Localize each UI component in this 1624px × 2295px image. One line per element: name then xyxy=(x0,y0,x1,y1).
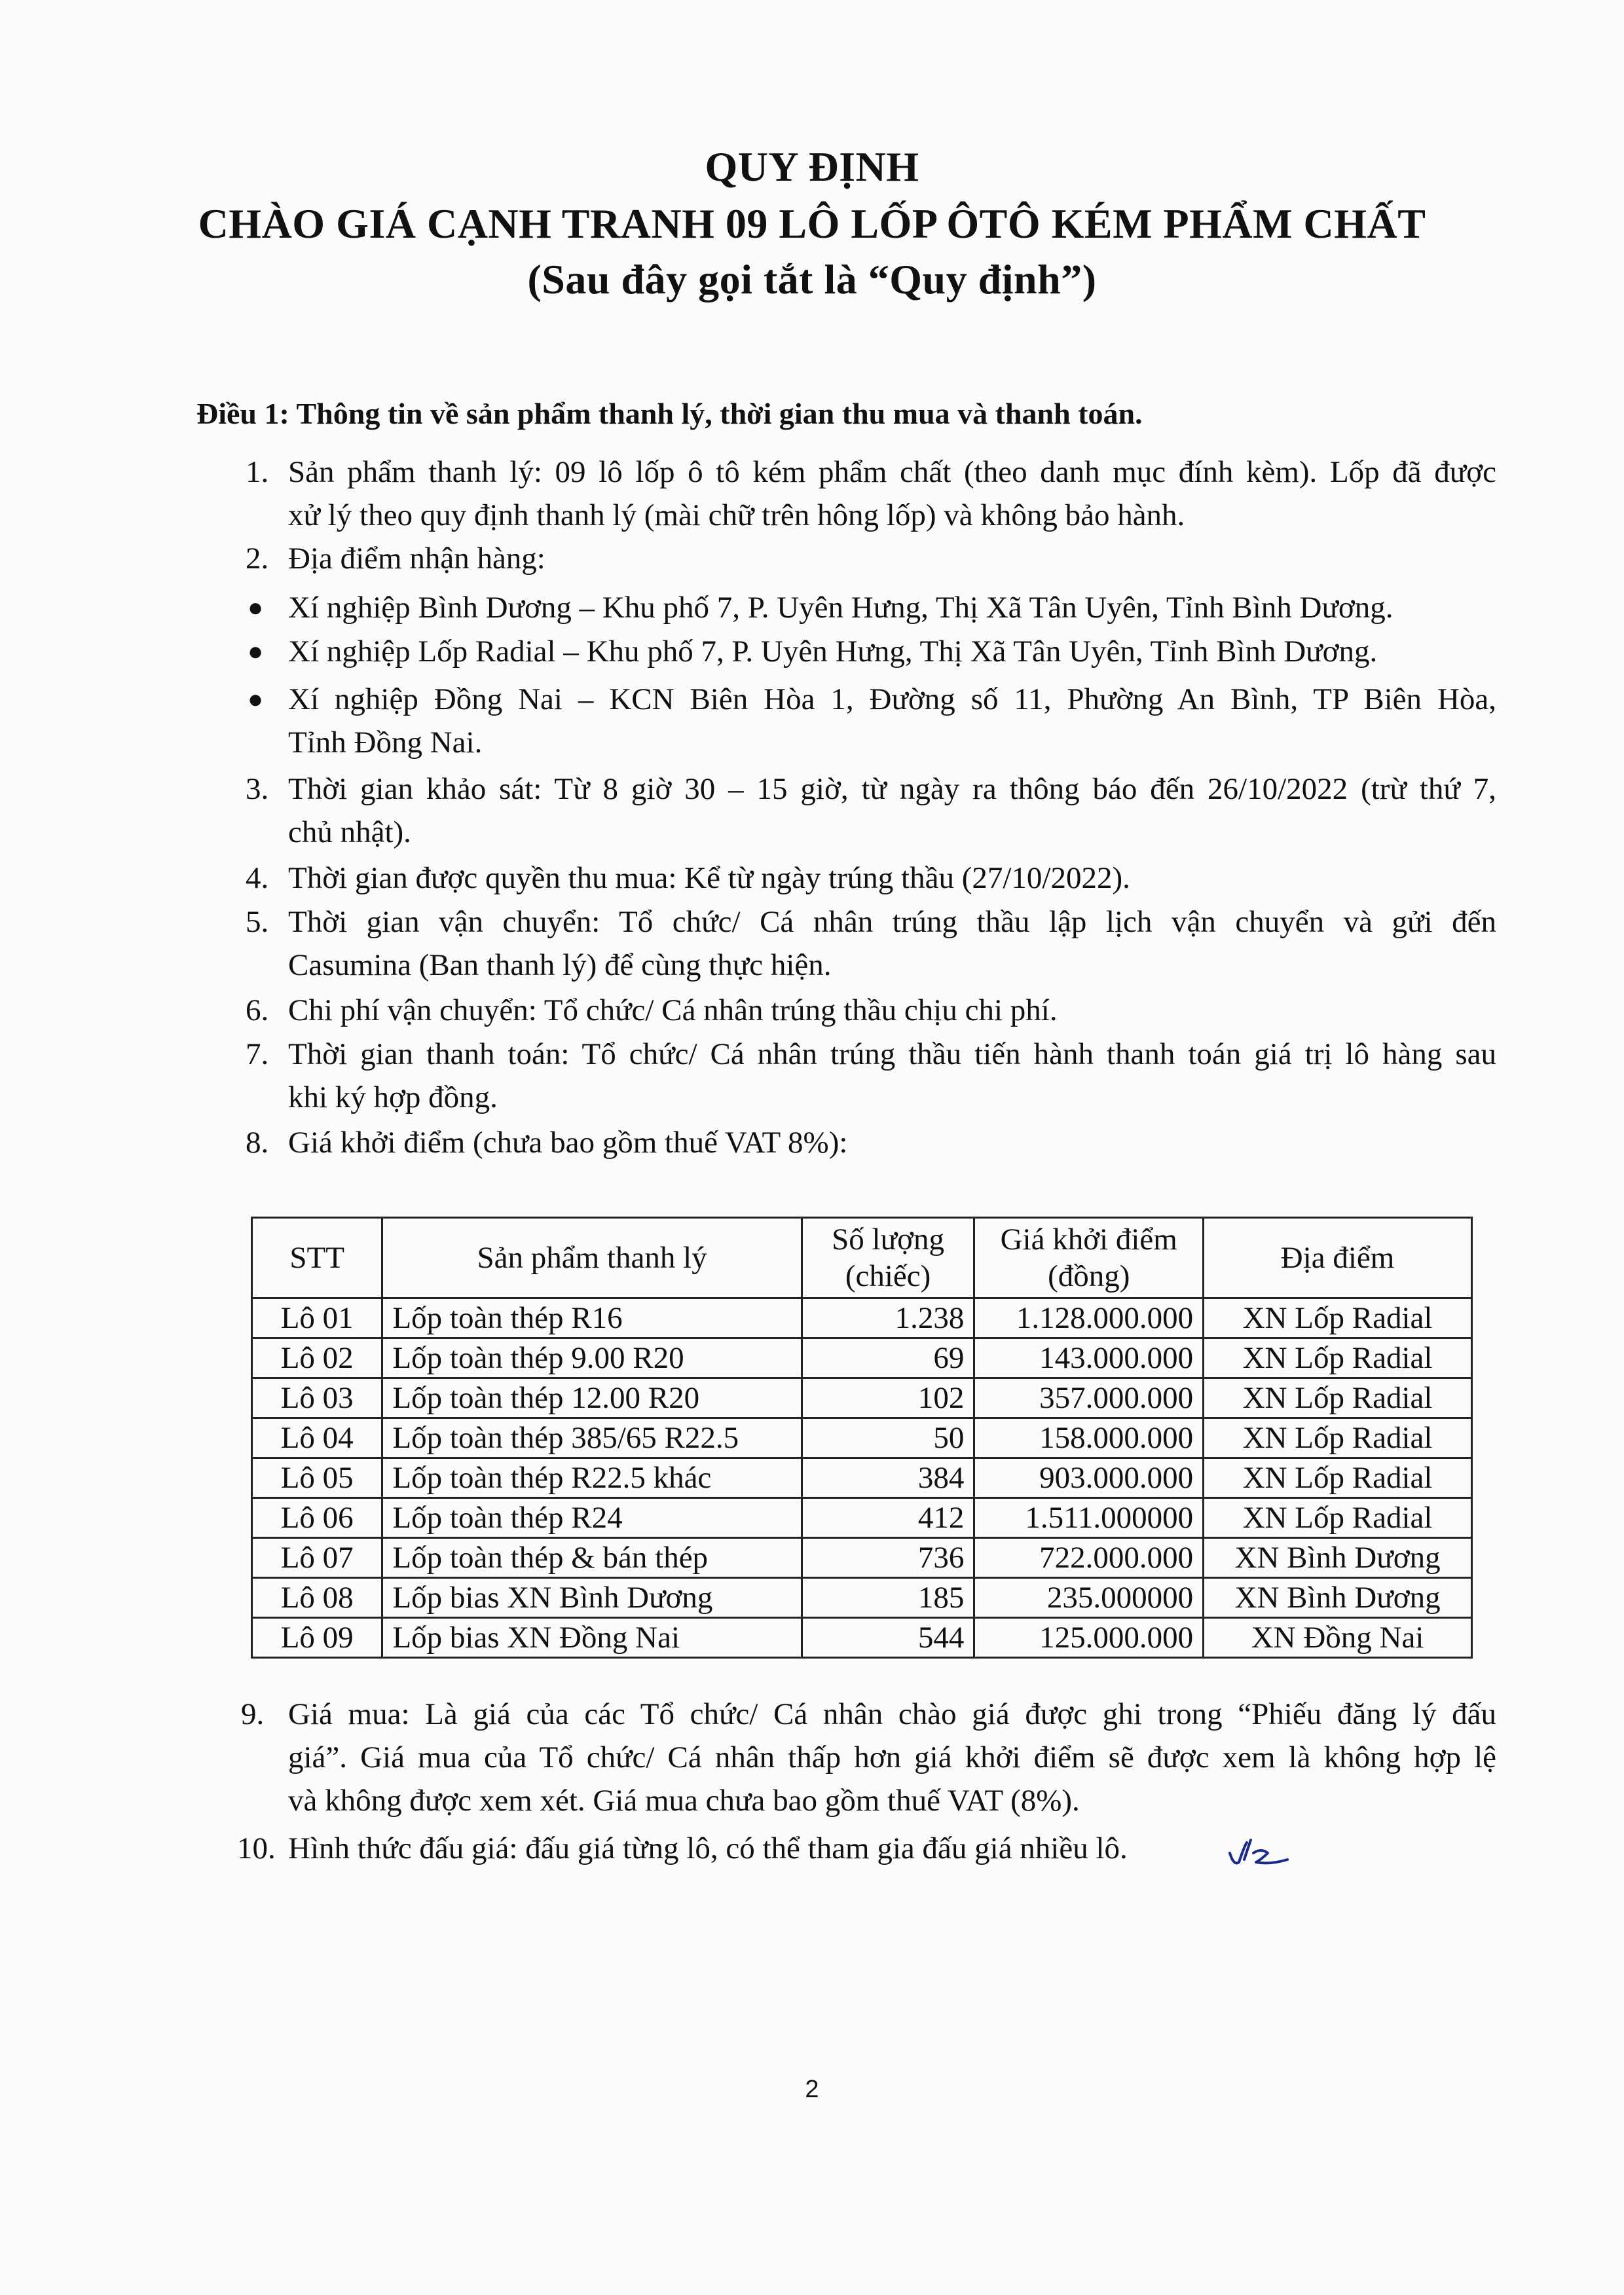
table-row xyxy=(252,1458,1472,1498)
bullet-icon: ● xyxy=(248,684,264,714)
cell-stt: Lô 03 xyxy=(252,1378,382,1418)
table-row xyxy=(252,1418,1472,1458)
cell-product: Lốp toàn thép 12.00 R20 xyxy=(382,1378,802,1418)
cell-stt: Lô 09 xyxy=(252,1618,382,1658)
item-8-line-1: Giá khởi điểm (chưa bao gồm thuế VAT 8%): xyxy=(288,1126,848,1160)
table-row xyxy=(252,1338,1472,1378)
starting-price-table xyxy=(251,1217,1473,1659)
header-price xyxy=(974,1218,1204,1298)
table-row xyxy=(252,1498,1472,1538)
cell-stt: Lô 02 xyxy=(252,1338,382,1378)
cell-product: Lốp toàn thép R16 xyxy=(382,1298,802,1338)
table-header-row xyxy=(252,1218,1472,1298)
cell-product: Lốp toàn thép R24 xyxy=(382,1498,802,1538)
cell-stt: Lô 05 xyxy=(252,1458,382,1498)
cell-price: 1.128.000.000 xyxy=(974,1298,1204,1338)
cell-stt: Lô 06 xyxy=(252,1498,382,1538)
cell-price: 125.000.000 xyxy=(974,1618,1204,1658)
cell-price: 143.000.000 xyxy=(974,1338,1204,1378)
item-5-line-1: Thời gian vận chuyển: Tổ chức/ Cá nhân trúng thầu lập lịch vận chuyển và gửi đến xyxy=(288,905,1496,939)
cell-stt: Lô 08 xyxy=(252,1578,382,1618)
item-7-line-2: khi ký hợp đồng. xyxy=(288,1080,498,1114)
cell-quantity: 384 xyxy=(802,1458,974,1498)
item-5-number: 5. xyxy=(246,905,269,939)
item-1-line-1: Sản phẩm thanh lý: 09 lô lốp ô tô kém phẩm chất (theo danh mục đính kèm). Lốp đã được xyxy=(288,455,1496,489)
header-quantity-line-2: (chiếc) xyxy=(845,1259,931,1293)
cell-quantity: 412 xyxy=(802,1498,974,1538)
item-4-line-1: Thời gian được quyền thu mua: Kể từ ngày trúng thầu (27/10/2022). xyxy=(288,861,1130,895)
item-3-line-1: Thời gian khảo sát: Từ 8 giờ 30 – 15 giờ, từ ngày ra thông báo đến 26/10/2022 (trừ thứ 7, xyxy=(288,772,1496,806)
cell-location: XN Lốp Radial xyxy=(1204,1338,1472,1378)
cell-location: XN Lốp Radial xyxy=(1204,1378,1472,1418)
cell-quantity: 736 xyxy=(802,1538,974,1578)
item-3-number: 3. xyxy=(246,772,269,806)
cell-price: 235.000000 xyxy=(974,1578,1204,1618)
item-7-number: 7. xyxy=(246,1037,269,1071)
item-9-line-3: và không được xem xét. Giá mua chưa bao gồm thuế VAT (8%). xyxy=(288,1784,1080,1818)
item-3-line-2: chủ nhật). xyxy=(288,815,411,849)
cell-product: Lốp toàn thép R22.5 khác xyxy=(382,1458,802,1498)
cell-product: Lốp toàn thép & bán thép xyxy=(382,1538,802,1578)
document-subtitle: CHÀO GIÁ CẠNH TRANH 09 LÔ LỐP ÔTÔ KÉM PHẨM CHẤT xyxy=(198,200,1426,247)
item-6-line-1: Chi phí vận chuyển: Tổ chức/ Cá nhân trúng thầu chịu chi phí. xyxy=(288,993,1058,1027)
header-price-line-2: (đồng) xyxy=(1048,1259,1130,1293)
item-1-line-2: xử lý theo quy định thanh lý (mài chữ trên hông lốp) và không bảo hành. xyxy=(288,498,1185,532)
cell-location: XN Bình Dương xyxy=(1204,1538,1472,1578)
item-10-line-1: Hình thức đấu giá: đấu giá từng lô, có thể tham gia đấu giá nhiều lô. xyxy=(288,1831,1128,1865)
item-9-number: 9. xyxy=(241,1697,265,1731)
cell-quantity: 1.238 xyxy=(802,1298,974,1338)
item-6-number: 6. xyxy=(246,993,269,1027)
header-quantity xyxy=(802,1218,974,1298)
item-9-line-2: giá”. Giá mua của Tổ chức/ Cá nhân thấp hơn giá khởi điểm sẽ được xem là không hợp lệ xyxy=(288,1740,1496,1774)
header-product: Sản phẩm thanh lý xyxy=(382,1218,802,1298)
cell-location: XN Lốp Radial xyxy=(1204,1298,1472,1338)
item-7-line-1: Thời gian thanh toán: Tổ chức/ Cá nhân trúng thầu tiến hành thanh toán giá trị lô hàng sau xyxy=(288,1037,1496,1071)
cell-quantity: 50 xyxy=(802,1418,974,1458)
header-location: Địa điểm xyxy=(1204,1218,1472,1298)
bullet-3-line-1: Xí nghiệp Đồng Nai – KCN Biên Hòa 1, Đường số 11, Phường An Bình, TP Biên Hòa, xyxy=(288,682,1496,716)
cell-stt: Lô 04 xyxy=(252,1418,382,1458)
cell-location: XN Lốp Radial xyxy=(1204,1498,1472,1538)
table-row xyxy=(252,1578,1472,1618)
document-title: QUY ĐỊNH xyxy=(705,143,919,190)
item-1-number: 1. xyxy=(246,455,269,489)
cell-stt: Lô 07 xyxy=(252,1538,382,1578)
cell-quantity: 544 xyxy=(802,1618,974,1658)
cell-location: XN Bình Dương xyxy=(1204,1578,1472,1618)
cell-location: XN Đồng Nai xyxy=(1204,1618,1472,1658)
cell-price: 722.000.000 xyxy=(974,1538,1204,1578)
cell-location: XN Lốp Radial xyxy=(1204,1458,1472,1498)
header-stt: STT xyxy=(252,1218,382,1298)
cell-stt: Lô 01 xyxy=(252,1298,382,1338)
header-price-line-1: Giá khởi điểm xyxy=(1000,1222,1177,1257)
page-number: 2 xyxy=(805,2076,819,2103)
cell-product: Lốp toàn thép 9.00 R20 xyxy=(382,1338,802,1378)
cell-location: XN Lốp Radial xyxy=(1204,1418,1472,1458)
cell-product: Lốp bias XN Bình Dương xyxy=(382,1578,802,1618)
bullet-icon: ● xyxy=(248,593,264,622)
bullet-3-line-2: Tỉnh Đồng Nai. xyxy=(288,725,483,760)
table-row xyxy=(252,1298,1472,1338)
cell-quantity: 185 xyxy=(802,1578,974,1618)
cell-price: 903.000.000 xyxy=(974,1458,1204,1498)
header-quantity-line-1: Số lượng xyxy=(832,1222,944,1257)
table-row xyxy=(252,1538,1472,1578)
item-10-number: 10. xyxy=(237,1831,276,1865)
initials-signature xyxy=(1225,1833,1297,1879)
bullet-icon: ● xyxy=(248,636,264,666)
item-2-line-1: Địa điểm nhận hàng: xyxy=(288,542,545,576)
item-2-number: 2. xyxy=(246,542,269,576)
cell-product: Lốp bias XN Đồng Nai xyxy=(382,1618,802,1658)
item-5-line-2: Casumina (Ban thanh lý) để cùng thực hiện. xyxy=(288,948,832,982)
cell-product: Lốp toàn thép 385/65 R22.5 xyxy=(382,1418,802,1458)
bullet-2: Xí nghiệp Lốp Radial – Khu phố 7, P. Uyên Hưng, Thị Xã Tân Uyên, Tỉnh Bình Dương. xyxy=(288,634,1378,669)
cell-quantity: 102 xyxy=(802,1378,974,1418)
cell-price: 1.511.000000 xyxy=(974,1498,1204,1538)
item-4-number: 4. xyxy=(246,861,269,895)
item-9-line-1: Giá mua: Là giá của các Tổ chức/ Cá nhân chào giá được ghi trong “Phiếu đăng lý đấu xyxy=(288,1697,1496,1731)
cell-price: 357.000.000 xyxy=(974,1378,1204,1418)
bullet-1: Xí nghiệp Bình Dương – Khu phố 7, P. Uyên Hưng, Thị Xã Tân Uyên, Tỉnh Bình Dương. xyxy=(288,591,1393,625)
table-row xyxy=(252,1378,1472,1418)
cell-price: 158.000.000 xyxy=(974,1418,1204,1458)
table-row xyxy=(252,1618,1472,1658)
document-note: (Sau đây gọi tắt là “Quy định”) xyxy=(527,256,1097,303)
article-1-heading: Điều 1: Thông tin về sản phẩm thanh lý, thời gian thu mua và thanh toán. xyxy=(196,397,1143,430)
item-8-number: 8. xyxy=(246,1126,269,1160)
cell-quantity: 69 xyxy=(802,1338,974,1378)
